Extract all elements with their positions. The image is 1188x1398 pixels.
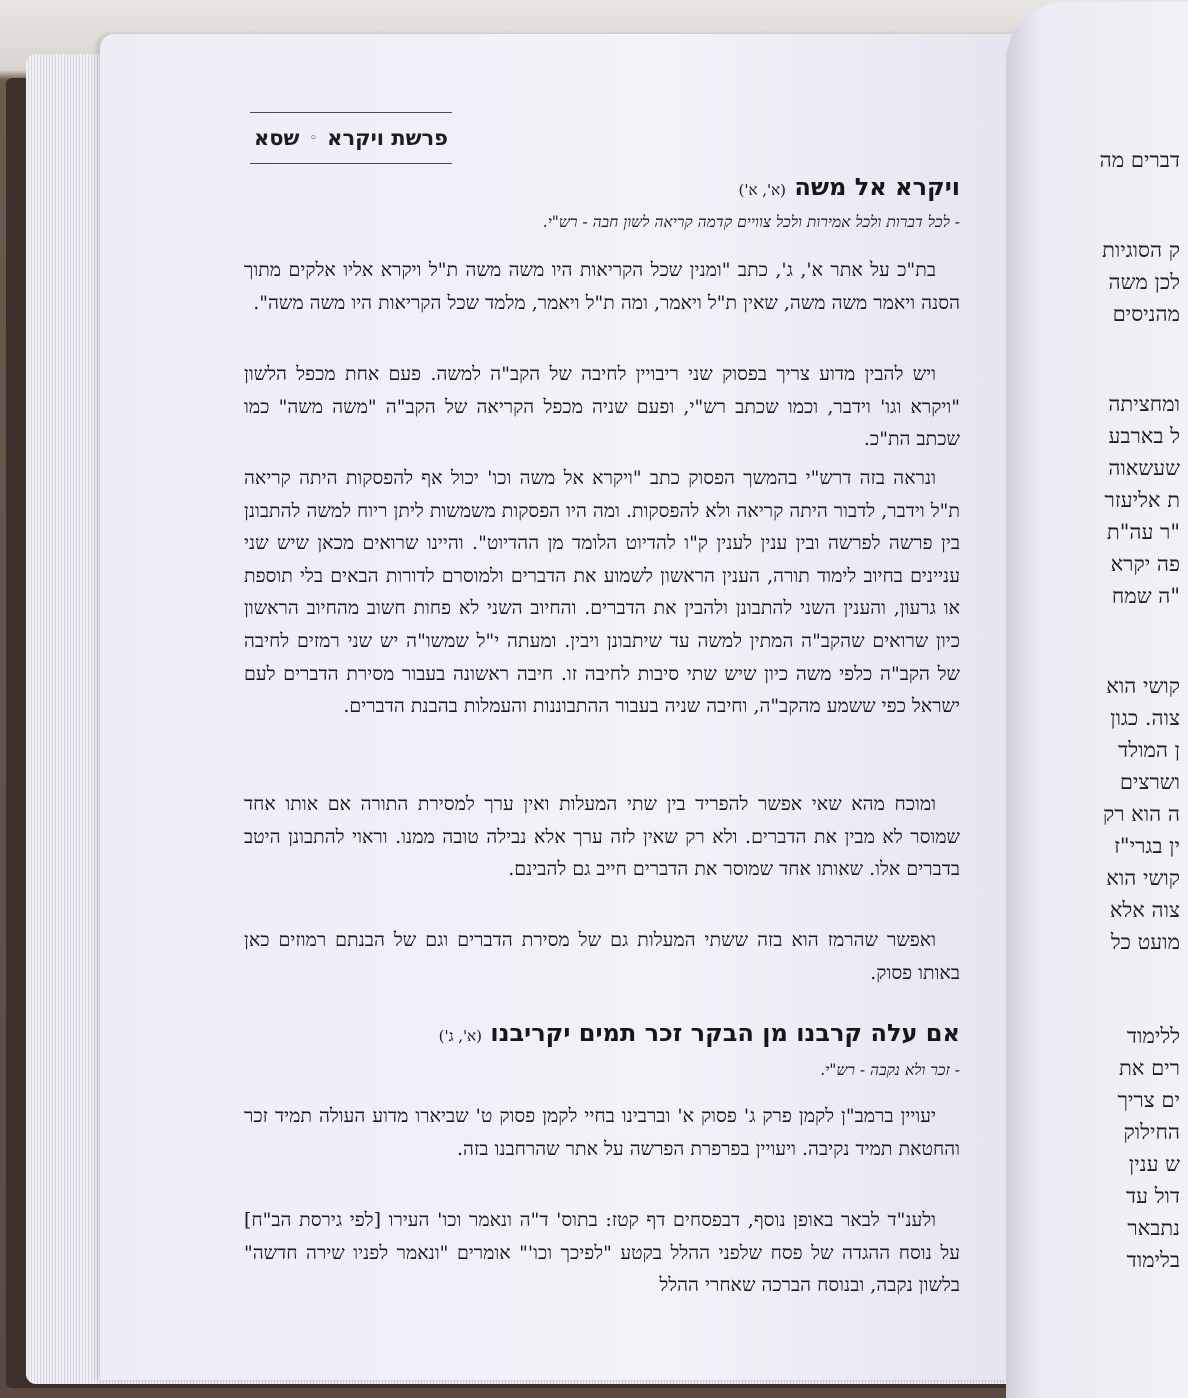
- section-title-text: אם עלה קרבנו מן הבקר זכר תמים יקריבנו: [490, 1019, 960, 1047]
- right-page-line: דול עד: [1126, 1184, 1180, 1208]
- parsha-name: פרשת ויקרא: [327, 126, 448, 150]
- right-page-line: רים את: [1118, 1056, 1180, 1080]
- right-page-line: קושי הוא: [1106, 866, 1180, 890]
- paragraph: ולענ"ד לבאר באופן נוסף, דבפסחים דף קטז: בתוס' ד"ה ונאמר וכו' העירו [לפי גירסת הב"ח] על נוסח ההגדה של פסח שלפני ההלל בקטע "לפיכך וכו'" אומרים "ונאמר לפניו שירה חדשה" בלשון נקבה, ובנוסח הברכה שאחרי ההלל: [244, 1209, 960, 1297]
- paragraph: ונראה בזה דרש"י בהמשך הפסוק כתב "ויקרא אל משה וכו' יכול אף להפסקות היתה קריאה ת"ל וידבר, לדבור היתה קריאה ולא להפסקות. ומה היו הפסקות משמשות ליתן ריוח למשה להתבונן בין פרשה לפרשה ובין ענין לענין ק"ו להדיוט הלומד מן ההדיוט". והיינו שרואים מכאן שיש שני עניינים בחיוב לימוד תורה, הענין הראשון לשמוע את הדברים ולמוסרם לדורות הבאים בלי תוספת או גרעון, והענין השני להתבונן ולהבין את הדברים. והחיוב השני לא פחות חשוב מהחיוב הראשון כיון שרואים שהקב"ה המתין למשה עד שיתבונן ויבין. ומעתה י"ל שמשו"ה יש שני רמזים לחיבה של הקב"ה כלפי משה כיון שיש שתי סיבות לחיבה זו. חיבה ראשונה בעבור מסירת הדברים לעם ישראל כפי ששמע מהקב"ה, וחיבה שניה בעבור ההתבוננות והעמלות בהבנת הדברים.: [244, 467, 960, 718]
- right-page-line: ל בארבע: [1108, 424, 1180, 448]
- right-page-line: דברים מה: [1099, 148, 1180, 172]
- right-page-line: ת אליעזר: [1104, 488, 1180, 512]
- right-page-line: קושי הוא: [1106, 674, 1180, 698]
- rashi-quote: - לכל דברות ולכל אמירות ולכל צוויים קדמה קריאה לשון חבה - רש"י.: [542, 213, 960, 231]
- right-page-line: ים צריך: [1117, 1088, 1180, 1112]
- running-header: [250, 112, 452, 164]
- rashi-quote: - זכר ולא נקבה - רש"י.: [820, 1061, 960, 1079]
- paragraph: בת"כ על אתר א', ג', כתב "ומנין שכל הקריאות היו משה משה ת"ל ויקרא אליו אלקים מתוך הסנה ויאמר משה משה, שאין ת"ל ויאמר, ומה ת"ל ויאמר, מלמד שכל הקריאות היו משה משה".: [244, 259, 960, 314]
- paragraph: ואפשר שהרמז הוא בזה ששתי המעלות גם של מסירת הדברים וגם של הבנתם רמוזים כאן באותו פסוק.: [244, 929, 960, 984]
- right-page-line: ש ענין: [1128, 1152, 1180, 1176]
- paragraph: ויש להבין מדוע צריך בפסוק שני ריבויין לחיבה של הקב"ה למשה. פעם אחת מכפל הלשון "ויקרא וגו' וידבר, וכמו שכתב רש"י, ופעם שניה מכפל הקריאה של הקב"ה "משה משה" כמו שכתב הת"כ.: [244, 363, 960, 451]
- right-page-line: נתבאר: [1127, 1216, 1180, 1240]
- right-page-line: פה יקרא: [1110, 552, 1180, 576]
- section-title-text: ויקרא אל משה: [794, 173, 960, 201]
- right-page-line: צוה אלא: [1109, 898, 1180, 922]
- right-page: [1006, 2, 1188, 1398]
- right-page-line: ק הסוגיות: [1102, 238, 1180, 262]
- right-page-line: ה הוא רק: [1102, 802, 1180, 826]
- right-page-line: ן המולד: [1118, 738, 1180, 762]
- right-page-line: ין בגרי"ז: [1114, 834, 1180, 858]
- verse-reference: (א', א'): [738, 181, 786, 199]
- right-page-line: מועט כל: [1110, 930, 1180, 954]
- right-page-line: ושרצים: [1119, 770, 1180, 794]
- right-page-line: שעשאוה: [1108, 456, 1180, 480]
- right-page-line: ומחציתה: [1108, 392, 1180, 416]
- page-number: שסא: [254, 126, 300, 150]
- right-page-line: "ה שמח: [1111, 584, 1180, 608]
- paragraph: ומוכח מהא שאי אפשר להפריד בין שתי המעלות ואין ערך למסירת התורה אם אותו אחד שמוסר לא מבין את הדברים. ולא רק שאין לזה ערך אלא נבילה טובה ממנו. וראוי להתבונן היטב בדברים אלו. שאותו אחד שמוסר את הדברים חייב גם להבינם.: [244, 793, 960, 881]
- right-page-line: לכן משה: [1108, 270, 1180, 294]
- right-page-line: "ר עה"ת: [1106, 520, 1180, 544]
- section-title: [244, 1016, 960, 1053]
- section-title: [244, 170, 960, 207]
- verse-reference: (א', ג'): [438, 1027, 483, 1045]
- right-page-line: צוה. כגון: [1110, 706, 1180, 730]
- right-page-line: החילוק: [1123, 1120, 1180, 1144]
- right-page-line: בלימוד: [1126, 1248, 1180, 1272]
- right-page-line: מהניסים: [1112, 302, 1180, 326]
- right-page-line: ללימוד: [1126, 1024, 1180, 1048]
- paragraph: יעויין ברמב"ן לקמן פרק ג' פסוק א' וברבינו בחיי לקמן פסוק ט' שביארו מדוע העולה תמיד זכר והחטאת תמיד נקיבה. ויעויין בפרפרת הפרשה על אתר שהרחבנו בזה.: [244, 1105, 960, 1160]
- header-separator: ◦: [309, 130, 318, 146]
